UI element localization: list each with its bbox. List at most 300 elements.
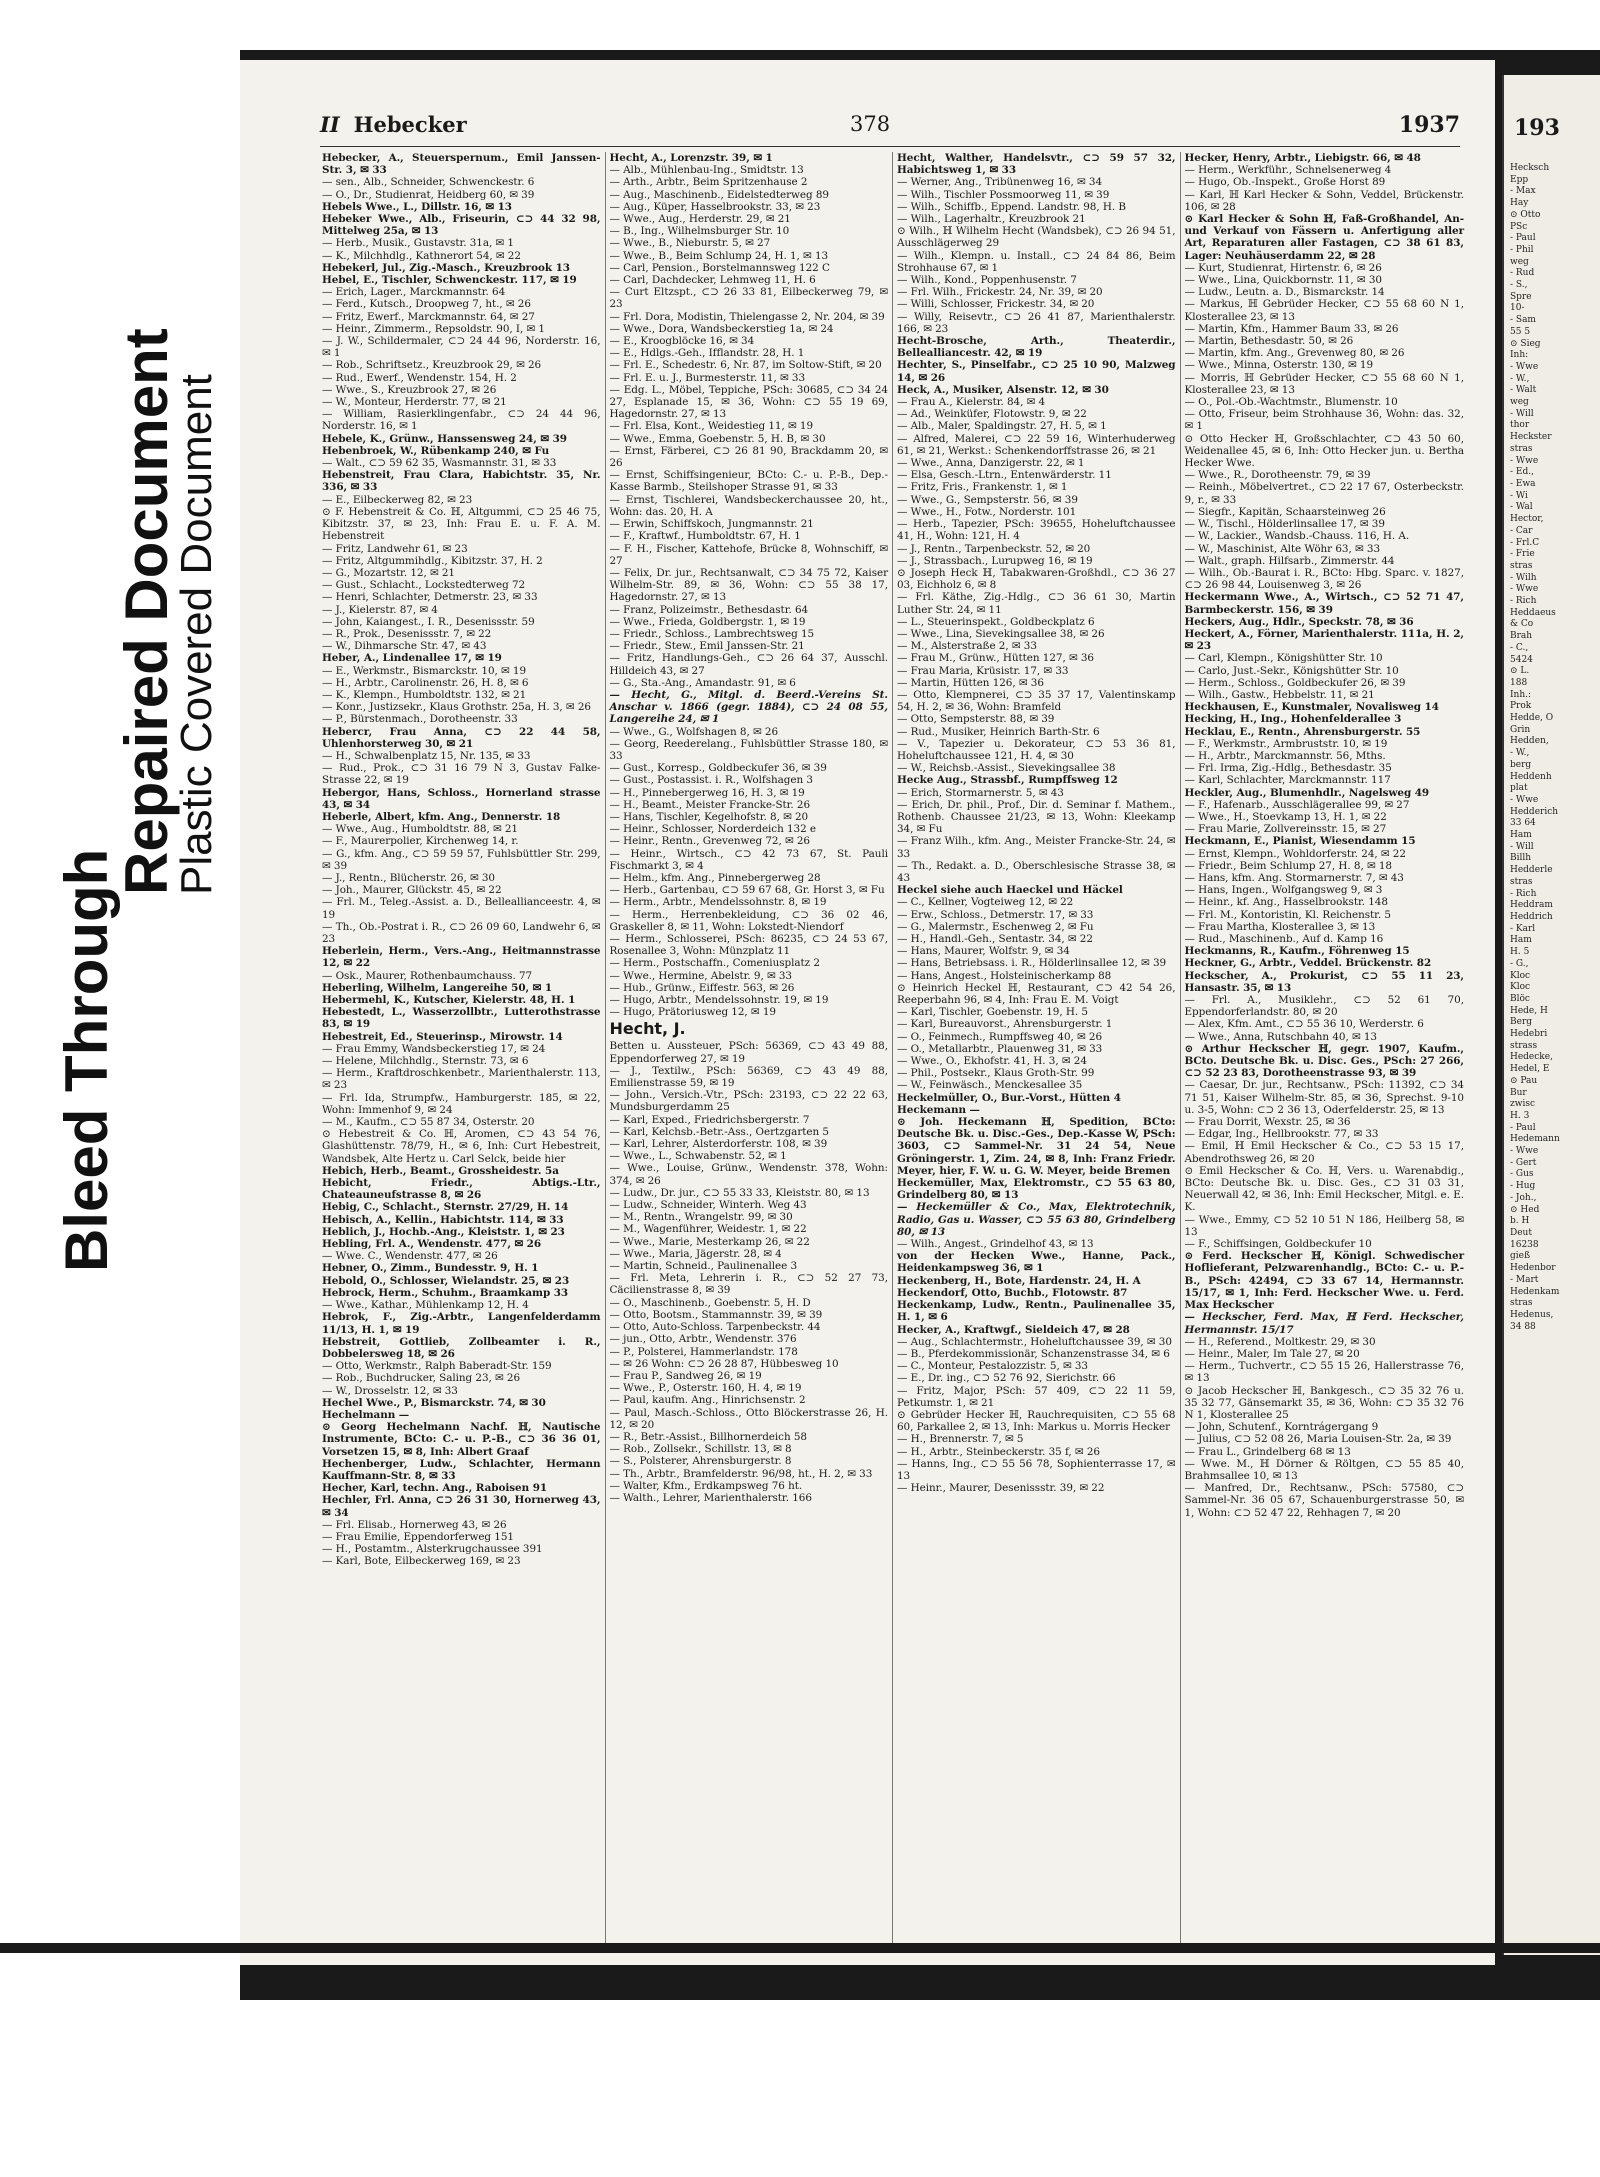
directory-entry: — H., Brennerstr. 7, ✉ 5	[897, 1433, 1024, 1446]
directory-entry: — Karl, Bureauvorst., Ahrensburgerstr. 1	[897, 1018, 1113, 1031]
directory-entry: — Hans, Tischler, Kegelhofstr. 8, ✉ 20	[609, 810, 809, 823]
directory-entry: — M., Wagenführer, Weidestr. 1, ✉ 22	[609, 1223, 807, 1236]
directory-entry: — Wwe., Lina, Quickbornstr. 11, ✉ 30	[1184, 274, 1382, 287]
directory-entry: — H., Pinnebergerweg 16, H. 3, ✉ 19	[609, 786, 805, 799]
directory-entry: Heckemüller, Max, Elektromstr., ⊂⊃ 55 63 80, Grindelberg 80, ✉ 13	[897, 1177, 1176, 1202]
directory-entry: Hebel, E., Tischler, Schwenckestr. 117, ✉ 19	[322, 274, 577, 287]
directory-columns	[318, 152, 1468, 1952]
label-plastic-covered-document: Plastic Covered Document	[172, 374, 221, 895]
directory-entry: — Gust., Korresp., Goldbeckufer 36, ✉ 39	[609, 762, 827, 775]
directory-entry: — H., Arbtr., Carolinenstr. 26, H. 8, ✉ 6	[322, 676, 529, 689]
directory-entry: — Aug., Schlachtermstr., Hoheluftchaussee 39, ✉ 30	[897, 1335, 1172, 1348]
facing-page-line: b. H	[1510, 1216, 1530, 1227]
scanned-document	[240, 50, 1600, 2000]
directory-entry: — Herm., Kraftdroschkenbetr., Marienthalerstr. 113, ✉ 23	[322, 1067, 601, 1092]
directory-entry: — Herb., Tapezier, PSch: 39655, Hoheluftchaussee 41, H., Wohn: 121, H. 4	[897, 518, 1176, 543]
directory-entry: Heber, A., Lindenallee 17, ✉ 19	[322, 652, 502, 665]
facing-page-line: - Ewa	[1510, 478, 1536, 489]
facing-page-line: thor	[1510, 420, 1530, 431]
directory-entry: — V., Tapezier u. Dekorateur, ⊂⊃ 53 36 81, Hoheluftchaussee 121, H. 4, ✉ 30	[897, 737, 1176, 762]
directory-entry: — H., Arbtr., Marckmannstr. 56, Mths.	[1184, 749, 1386, 762]
facing-page-line: Hedden,	[1510, 736, 1549, 747]
directory-entry: — Fritz, Fris., Frankenstr. 1, ✉ 1	[897, 481, 1068, 494]
directory-entry: Hecht-Brosche, Arth., Theaterdir., Bellealliancestr. 42, ✉ 19	[897, 335, 1176, 360]
directory-entry: — Wwe., R., Dorotheenstr. 79, ✉ 39	[1184, 469, 1371, 482]
directory-entry: — Heinr., Schlosser, Norderdeich 132 e	[609, 823, 817, 836]
directory-entry: — J., Kielerstr. 87, ✉ 4	[322, 603, 438, 616]
directory-entry: — Hugo, Ob.-Inspekt., Große Horst 89	[1184, 176, 1386, 189]
directory-entry: — Frl. Elisab., Hornerweg 43, ✉ 26	[322, 1518, 507, 1531]
facing-page-line: stras	[1510, 876, 1533, 887]
directory-entry: — H., Schwalbenplatz 15, Nr. 135, ✉ 33	[322, 749, 531, 762]
directory-entry: ⊙ Gebrüder Hecker ℍ, Rauchrequisiten, ⊂⊃ 55 68 60, Parkallee 2, ✉ 13, Inh: Markus u. Morris Hecker	[897, 1408, 1176, 1434]
directory-entry: — Herm., Postschaffn., Comeniusplatz 2	[609, 957, 820, 970]
directory-entry: Heberling, Wilhelm, Langereihe 50, ✉ 1	[322, 981, 553, 994]
directory-entry: Hebicht, Friedr., Abtigs.-Ltr., Chateauneufstrasse 8, ✉ 26	[322, 1177, 601, 1202]
directory-entry: — Martin, Hütten 126, ✉ 36	[897, 676, 1044, 689]
facing-page-line: Hector,	[1510, 514, 1544, 525]
directory-entry: — Rud., Musiker, Heinrich Barth-Str. 6	[897, 725, 1100, 738]
directory-entry: Hebestedt, L., Wasserzollbtr., Lutterothstrasse 83, ✉ 19	[322, 1006, 601, 1031]
directory-entry: ⊙ Heinrich Heckel ℍ, Restaurant, ⊂⊃ 42 54 26, Reeperbahn 96, ✉ 4, Inh: Frau E. M. Voigt	[897, 981, 1176, 1007]
directory-entry: — E., Hdlgs.-Geh., Ifflandstr. 28, H. 1	[609, 347, 805, 360]
directory-entry: Hebecker, A., Steuerspernum., Emil Janssen-Str. 3, ✉ 33	[322, 152, 601, 177]
directory-entry: Hecht, A., Lorenzstr. 39, ✉ 1	[609, 152, 773, 164]
facing-page-line: - Phil	[1510, 244, 1534, 255]
directory-entry: ⊙ Karl Hecker & Sohn ℍ, Faß-Großhandel, An- und Verkauf von Fässern u. Anfertigung aller Art, Reparaturen aller Fastagen, ⊂⊃ 38 61 83, Lager: Neuhäuserdamm 22, ✉ 28	[1184, 213, 1464, 262]
facing-page-line: weg	[1510, 397, 1529, 408]
facing-page-line: plat	[1510, 783, 1528, 794]
directory-entry: Hebisch, A., Kellin., Habichtstr. 114, ✉ 33	[322, 1213, 564, 1226]
facing-page-line: - Wi	[1510, 490, 1528, 501]
directory-entry: Hecht, Walther, Handelsvtr., ⊂⊃ 59 57 32, Habichtsweg 1, ✉ 33	[897, 152, 1176, 177]
directory-entry: Hebermehl, K., Kutscher, Kielerstr. 48, H. 1	[322, 994, 576, 1007]
directory-entry: — Th., Redakt. a. D., Oberschlesische Strasse 38, ✉ 43	[897, 859, 1176, 884]
page-number: 378	[850, 112, 891, 136]
facing-page-line: 5424	[1510, 654, 1533, 665]
directory-entry: — C., Monteur, Pestalozzistr. 5, ✉ 33	[897, 1360, 1088, 1373]
directory-entry: — Martin, Schneid., Paulinenallee 3	[609, 1260, 798, 1273]
directory-entry: — K., Klempn., Humboldtstr. 132, ✉ 21	[322, 688, 527, 701]
directory-entry: Heckner, G., Arbtr., Veddel. Brückenstr. 82	[1184, 957, 1432, 970]
facing-page-line: ⊙ Pau	[1510, 1075, 1538, 1086]
directory-entry: — F. H., Fischer, Kattehofe, Brücke 8, Wohnschiff, ✉ 27	[609, 542, 888, 567]
directory-entry: — Edg. L., Möbel, Teppiche, PSch: 30685, ⊂⊃ 34 24 27, Esplanade 15, ✉ 36, Wohn: ⊂⊃ 55 19 69, Hagedornstr. 27, ✉ 13	[609, 383, 888, 421]
facing-page-line: - Wal	[1510, 502, 1533, 513]
directory-entry: — Wwe., Minna, Osterstr. 130, ✉ 19	[1184, 359, 1374, 372]
label-bleed-through: Bleed Through	[53, 848, 120, 1272]
directory-entry: — B., Pferdekommissionär, Schanzenstrasse 34, ✉ 6	[897, 1347, 1170, 1360]
directory-entry: Heblich, J., Hochb.-Ang., Kleiststr. 1, ✉ 23	[322, 1225, 565, 1238]
facing-page-line: stras	[1510, 443, 1533, 454]
directory-entry: — Hans, Betriebsass. i. R., Hölderlinsallee 12, ✉ 39	[897, 957, 1167, 970]
directory-entry: — Frau Marie, Zollvereinsstr. 15, ✉ 27	[1184, 823, 1387, 836]
directory-entry: — jun., Otto, Arbtr., Wendenstr. 376	[609, 1333, 797, 1346]
directory-entry: — Gust., Postassist. i. R., Wolfshagen 3	[609, 774, 813, 787]
facing-page-line: - G.,	[1510, 958, 1529, 969]
facing-page-line: - Frie	[1510, 549, 1535, 560]
directory-entry: Hebrok, F., Zig.-Arbtr., Langenfelderdamm 11/13, H. 1, ✉ 19	[322, 1311, 601, 1336]
directory-entry: — Ludw., Dr. jur., ⊂⊃ 55 33 33, Kleiststr. 80, ✉ 13	[609, 1186, 870, 1199]
directory-entry: — Martin, Kfm., Hammer Baum 33, ✉ 26	[1184, 322, 1399, 335]
directory-entry: Hecking, H., Ing., Hohenfelderallee 3	[1184, 713, 1402, 726]
facing-page-line: Hay	[1510, 198, 1529, 209]
directory-entry: — Elsa, Gesch.-Ltrn., Entenwärderstr. 11	[897, 469, 1112, 482]
header-keyword: Hebecker	[353, 112, 467, 137]
directory-entry: — J., Rentn., Blücherstr. 26, ✉ 30	[322, 871, 495, 884]
directory-entry: — Otto, Sempsterstr. 88, ✉ 39	[897, 713, 1055, 726]
facing-page-line: Hedderich	[1510, 806, 1559, 817]
facing-page-line: - Joh.,	[1510, 1192, 1537, 1203]
facing-page-line: Blöc	[1510, 993, 1530, 1004]
directory-entry: — Ernst, Färberei, ⊂⊃ 26 81 90, Brackdamm 20, ✉ 26	[609, 444, 888, 470]
directory-entry: — Joh., Maurer, Glückstr. 45, ✉ 22	[322, 884, 502, 897]
directory-entry: — Frau Martha, Klosterallee 3, ✉ 13	[1184, 920, 1376, 933]
facing-page-line: Kloc	[1510, 982, 1531, 993]
directory-entry: — O., Feinmech., Rumpffsweg 40, ✉ 26	[897, 1030, 1103, 1043]
directory-entry: — John, Kaiangest., I. R., Desenissstr. 59	[322, 615, 535, 628]
directory-entry: — Wwe. C., Wendenstr. 477, ✉ 26	[322, 1250, 498, 1263]
directory-entry: — Wwe., P., Osterstr. 160, H. 4, ✉ 19	[609, 1382, 802, 1395]
directory-entry: Heckmann, E., Pianist, Wiesendamm 15	[1184, 835, 1416, 848]
directory-entry: — Wwe., Aug., Humboldtstr. 88, ✉ 21	[322, 823, 518, 836]
facing-page-line: & Co	[1510, 619, 1534, 630]
directory-entry: — F., Schiffsingen, Goldbeckufer 10	[1184, 1238, 1372, 1251]
directory-entry: — O., Dr., Studienrat, Heidberg 60, ✉ 39	[322, 188, 535, 201]
directory-entry: Hecke Aug., Strassbf., Rumpffsweg 12	[897, 774, 1118, 787]
facing-page-line: - Wilh	[1510, 572, 1537, 583]
directory-entry: — Alex, Kfm. Amt., ⊂⊃ 55 36 10, Werderstr. 6	[1184, 1018, 1424, 1031]
directory-entry: — J., Strassbach., Lurupweg 16, ✉ 19	[897, 554, 1093, 567]
facing-page-line: Prok	[1510, 701, 1532, 712]
directory-entry: — Heinr., Rentn., Grevenweg 72, ✉ 26	[609, 835, 810, 848]
scan-bottom-edge	[0, 1943, 1600, 1953]
directory-entry: — L., Steuerinspekt., Goldbeckplatz 6	[897, 615, 1095, 628]
directory-entry: — Ferd., Kutsch., Droopweg 7, ht., ✉ 26	[322, 298, 531, 311]
directory-entry: — Hub., Grünw., Eiffestr. 563, ✉ 26	[609, 981, 795, 994]
directory-entry: — Willi, Schlosser, Frickestr. 34, ✉ 20	[897, 298, 1095, 311]
facing-page-line: Hedecke,	[1510, 1052, 1553, 1063]
directory-entry: — Hans, kfm. Ang. Stormarnerstr. 7, ✉ 43	[1184, 871, 1404, 884]
directory-entry: — Frl. Ida, Strumpfw., Hamburgerstr. 185, ✉ 22, Wohn: Immenhof 9, ✉ 24	[322, 1091, 601, 1116]
directory-entry: Hechter, S., Pinselfabr., ⊂⊃ 25 10 90, Malzweg 14, ✉ 26	[897, 359, 1176, 384]
directory-entry: — Paul, kaufm. Ang., Hinrichsenstr. 2	[609, 1394, 806, 1407]
directory-entry: — Helene, Milchhdlg., Sternstr. 73, ✉ 6	[322, 1055, 529, 1068]
directory-entry: — Morris, ℍ Gebrüder Hecker, ⊂⊃ 55 68 60 N 1, Klosterallee 23, ✉ 13	[1184, 371, 1464, 396]
directory-entry: — Wwe., H., Stoevkamp 13, H. 1, ✉ 22	[1184, 810, 1387, 823]
directory-entry: — Otto, Auto-Schloss. Tarpenbeckstr. 44	[609, 1321, 821, 1334]
directory-entry: — Alfred, Malerei, ⊂⊃ 22 59 16, Winterhuderweg 61, ✉ 21, Werkst.: Schenkendorffstrasse 26, ✉ 21	[897, 432, 1176, 457]
facing-page-line: 55 5	[1510, 326, 1531, 337]
directory-entry: — Hans, Maurer, Wolfstr. 9, ✉ 34	[897, 945, 1070, 958]
directory-entry: ⊙ Joh. Heckemann ℍ, Spedition, BCto: Deutsche Bk. u. Disc.-Ges., Dep.-Kasse W, PSch: 3603, ⊂⊃ Sammel-Nr. 31 24 54, Neue Gröningerstr. 1, Zim. 24, ✉ 8, Inh: Franz Friedr. Meyer, hier, F. W. u. G. W. Meyer, beide Bremen	[897, 1116, 1176, 1177]
facing-page-line: H. 5	[1510, 947, 1530, 958]
directory-entry: Hebenstreit, Frau Clara, Habichtstr. 35, Nr. 336, ✉ 33	[322, 469, 601, 494]
page-year: 1937	[1398, 112, 1460, 138]
facing-page-line: ⊙ Otto	[1510, 209, 1541, 220]
directory-entry: Hebercr, Frau Anna, ⊂⊃ 22 44 58, Uhlenhorsterweg 30, ✉ 21	[322, 725, 601, 750]
facing-page-line: Hedderle	[1510, 865, 1553, 876]
directory-entry: — Wilh., Klempn. u. Install., ⊂⊃ 24 84 86, Beim Strohhause 67, ✉ 1	[897, 249, 1176, 274]
facing-page-line: Ham	[1510, 935, 1532, 946]
directory-entry: — Hecht, G., Mitgl. d. Beerd.-Vereins St. Anschar v. 1866 (gegr. 1884), ⊂⊃ 24 08 55, Langereihe 24, ✉ 1	[609, 688, 888, 726]
directory-entry: — E., Werkmstr., Bismarckstr. 10, ✉ 19	[322, 664, 527, 677]
directory-entry: Betten u. Aussteuer, PSch: 56369, ⊂⊃ 43 49 88, Eppendorferweg 27, ✉ 19	[609, 1040, 888, 1065]
directory-entry: — Heinr., Maler, Im Tale 27, ✉ 20	[1184, 1347, 1360, 1360]
directory-entry: — Wilh., Kond., Poppenhusenstr. 7	[897, 274, 1077, 287]
facing-page-line: - Walt	[1510, 385, 1537, 396]
directory-entry: Hebstreit, Gottlieb, Zollbeamter i. R., Dobbelersweg 18, ✉ 26	[322, 1335, 601, 1360]
directory-entry: — Rob., Buchdrucker, Saling 23, ✉ 26	[322, 1372, 521, 1385]
directory-entry: — Th., Ob.-Postrat i. R., ⊂⊃ 26 09 60, Landwehr 6, ✉ 23	[322, 920, 601, 945]
directory-entry: — Frl. E., Schedestr. 6, Nr. 87, im Soltow-Stift, ✉ 20	[609, 359, 882, 372]
directory-entry: — Wilh., Lagerhaltr., Kreuzbrook 21	[897, 213, 1086, 226]
directory-entry: — Wwe., Louise, Grünw., Wendenstr. 378, Wohn: 374, ✉ 26	[609, 1162, 888, 1187]
directory-entry: — C., Kellner, Vogteiweg 12, ✉ 22	[897, 896, 1074, 909]
directory-entry: — Otto, Werkmstr., Ralph Baberadt-Str. 159	[322, 1360, 552, 1373]
directory-entry: — Konr., Justizsekr., Klaus Grothstr. 25a, H. 3, ✉ 26	[322, 701, 591, 714]
directory-entry: — Caesar, Dr. jur., Rechtsanw., PSch: 11392, ⊂⊃ 34 71 51, Kaiser Wilhelm-Str. 85, ✉ 36, Sprechst. 9-10 u. 3-5, Wohn: ⊂⊃ 2 36 13, Oderfelderstr. 25, ✉ 13	[1184, 1079, 1464, 1116]
facing-page-line: Hedebri	[1510, 1029, 1548, 1040]
directory-entry: — Karl, Bote, Eilbeckerweg 169, ✉ 23	[322, 1555, 521, 1568]
directory-entry: — G., kfm. Ang., ⊂⊃ 59 59 57, Fuhlsbüttler Str. 299, ✉ 39	[322, 847, 601, 872]
facing-page-line: stras	[1510, 560, 1533, 571]
directory-entry: — Wilh., Gastw., Hebbelstr. 11, ✉ 21	[1184, 688, 1375, 701]
directory-entry: — Wwe., Anna, Rutschbahn 40, ✉ 13	[1184, 1030, 1377, 1043]
directory-entry: — Karl, Tischler, Goebenstr. 19, H. 5	[897, 1006, 1088, 1019]
directory-entry: Hebeker Wwe., Alb., Friseurin, ⊂⊃ 44 32 98, Mittelweg 25a, ✉ 13	[322, 213, 601, 238]
directory-entry: — Frl. Meta, Lehrerin i. R., ⊂⊃ 52 27 73, Cäcilienstrasse 8, ✉ 39	[609, 1272, 888, 1297]
directory-entry: Heck, A., Musiker, Alsenstr. 12, ✉ 30	[897, 383, 1109, 396]
directory-entry: — Herb., Musik., Gustavstr. 31a, ✉ 1	[322, 237, 514, 250]
directory-entry: — Wwe., Aug., Herderstr. 29, ✉ 21	[609, 213, 791, 226]
facing-page-line: - Paul	[1510, 233, 1536, 244]
directory-entry: — Wwe., B., Nieburstr. 5, ✉ 27	[609, 237, 771, 250]
directory-entry: — Friedr., Beim Schlump 27, H. 8, ✉ 18	[1184, 859, 1392, 872]
directory-entry: — Manfred, Dr., Rechtsanw., PSch: 57580, ⊂⊃ Sammel-Nr. 36 05 67, Schauenburgerstrasse 50, ✉ 1, Wohn: ⊂⊃ 52 47 22, Rehhagen 7, ✉ 20	[1184, 1482, 1464, 1519]
facing-page-line: - C.,	[1510, 642, 1529, 653]
directory-entry: — Friedr., Schloss., Lambrechtsweg 15	[609, 627, 815, 640]
facing-page-line: - Mart	[1510, 1274, 1539, 1285]
directory-entry: — G., Sta.-Ang., Amandastr. 91, ✉ 6	[609, 676, 796, 689]
directory-entry: — Carlo, Just.-Sekr., Königshütter Str. 10	[1184, 664, 1399, 677]
directory-entry: Hechelmann —	[322, 1408, 410, 1421]
directory-entry: — Wilh., Tischler Possmoorweg 11, ✉ 39	[897, 188, 1110, 201]
directory-entry: Heckemann —	[897, 1103, 980, 1116]
directory-entry: — Otto, Bootsm., Stammannstr. 39, ✉ 39	[609, 1308, 823, 1321]
column-4	[1181, 152, 1469, 1952]
directory-entry: — ✉ 26 Wohn: ⊂⊃ 26 28 87, Hübbesweg 10	[609, 1357, 839, 1370]
facing-page-line: ⊙ Hed	[1510, 1204, 1540, 1215]
directory-entry: — E., Eilbeckerweg 82, ✉ 23	[322, 493, 473, 506]
directory-entry: Hebestreit, Ed., Steuerinsp., Mirowstr. 14	[322, 1030, 563, 1043]
directory-entry: Hecht, J.	[609, 1019, 686, 1039]
column-2	[606, 152, 894, 1952]
directory-entry: — Hans, Angest., Holsteinischerkamp 88	[897, 969, 1112, 982]
directory-entry: — Heinr., Maurer, Desenissstr. 39, ✉ 22	[897, 1482, 1105, 1495]
facing-page-line: - Gert	[1510, 1157, 1537, 1168]
directory-entry: ⊙ Jacob Heckscher ℍ, Bankgesch., ⊂⊃ 35 32 76 u. 35 32 77, Gänsemarkt 35, ✉ 36, Wohn: ⊂⊃ 35 32 76 N 1, Klosterallee 25	[1184, 1384, 1464, 1421]
directory-entry: — Alb., Mühlenbau-Ing., Smidtstr. 13	[609, 164, 804, 177]
facing-page-line: Inh.:	[1510, 689, 1532, 700]
directory-entry: — Erich, Stormarnerstr. 5, ✉ 43	[897, 786, 1064, 799]
directory-entry: ⊙ Emil Heckscher & Co. ℍ, Vers. u. Warenabdig., BCto: Deutsche Bk. u. Disc. Ges., ⊂⊃ 31 03 31, Neuerwall 42, ✉ 36, Inh: Emil Heckscher, Mitgl. e. E. K.	[1184, 1164, 1464, 1214]
directory-entry: ⊙ Otto Hecker ℍ, Großschlachter, ⊂⊃ 43 50 60, Weidenallee 45, ✉ 6, Inh: Otto Hecker jun. u. Bertha Hecker Wwe.	[1184, 432, 1464, 470]
directory-entry: — Frl. Wilh., Frickestr. 24, Nr. 39, ✉ 20	[897, 286, 1103, 299]
directory-entry: — Franz, Polizeimstr., Bethesdastr. 64	[609, 603, 809, 616]
directory-entry: Hechler, Frl. Anna, ⊂⊃ 26 31 30, Hornerweg 43, ✉ 34	[322, 1494, 601, 1519]
directory-entry: — Werner, Ang., Tribünenweg 16, ✉ 34	[897, 176, 1103, 189]
directory-entry: — Frl. M., Kontoristin, Kl. Reichenstr. 5	[1184, 908, 1391, 921]
directory-entry: — Fritz, Ewerf., Marckmannstr. 64, ✉ 27	[322, 310, 535, 323]
directory-entry: — P., Bürstenmach., Dorotheenstr. 33	[322, 713, 518, 726]
directory-entry: — John., Versich.-Vtr., PSch: 23193, ⊂⊃ 22 22 63, Mundsburgerdamm 25	[609, 1089, 888, 1114]
directory-entry: — J. W., Schildermaler, ⊂⊃ 24 44 96, Norderstr. 16, ✉ 1	[322, 335, 601, 360]
directory-entry: — Wwe., L., Schwabenstr. 52, ✉ 1	[609, 1150, 787, 1163]
directory-entry: — Frau Emmy, Wandsbeckerstieg 17, ✉ 24	[322, 1042, 546, 1055]
facing-page-line: berg	[1510, 759, 1532, 770]
directory-entry: — H., Handl.-Geh., Sentastr. 34, ✉ 22	[897, 933, 1093, 945]
directory-entry: — Wilh., Ob.-Baurat i. R., BCto: Hbg. Sparc. v. 1827, ⊂⊃ 26 98 44, Louisenweg 3, ✉ 26	[1184, 566, 1464, 592]
directory-entry: — Herm., Herrenbekleidung, ⊂⊃ 36 02 46, Graskeller 8, ✉ 11, Wohn: Lokstedt-Niendorf	[609, 908, 888, 933]
facing-page-line: gieß	[1510, 1251, 1530, 1262]
facing-page-line: - Car	[1510, 525, 1533, 536]
facing-page-line: PSc	[1510, 221, 1528, 232]
directory-entry: — E., Kroogblöcke 16, ✉ 34	[609, 335, 755, 348]
directory-entry: ⊙ Hebestreit & Co. ℍ, Aromen, ⊂⊃ 43 54 76, Glashüttenstr. 78/79, H., ✉ 6, Inh: Curt Hebestreit, Wandsbek, Alte Hertz u. Carl Selck, beide hier	[322, 1128, 601, 1165]
directory-entry: Heberle, Albert, kfm. Ang., Dennerstr. 18	[322, 810, 561, 823]
directory-entry: — Aug., Maschinenb., Eidelstedterweg 89	[609, 188, 829, 201]
directory-entry: — J., Textilw., PSch: 56369, ⊂⊃ 43 49 88, Emilienstrasse 59, ✉ 19	[609, 1064, 888, 1090]
directory-entry: — Arth., Arbtr., Beim Spritzenhause 2	[609, 176, 808, 189]
directory-entry: — K., Milchhdlg., Kathnerort 54, ✉ 22	[322, 249, 521, 262]
facing-page-line: ⊙ Sieg	[1510, 338, 1541, 349]
facing-page-line: Heddaeus	[1510, 607, 1556, 618]
directory-entry: — Willy, Reisevtr., ⊂⊃ 26 41 87, Marienthalerstr. 166, ✉ 23	[897, 310, 1176, 335]
directory-entry: — M., Rentn., Wrangelstr. 99, ✉ 30	[609, 1211, 793, 1224]
directory-entry: — W., Feinwäsch., Menckesallee 35	[897, 1079, 1083, 1092]
facing-page-line: - Wwe	[1510, 455, 1539, 466]
directory-entry: — F., Kraftwf., Humboldtstr. 67, H. 1	[609, 530, 801, 543]
directory-entry: — Frl. Käthe, Zig.-Hdlg., ⊂⊃ 36 61 30, Martin Luther Str. 24, ✉ 11	[897, 591, 1176, 616]
directory-entry: — Franz Wilh., kfm. Ang., Meister Francke-Str. 24, ✉ 33	[897, 835, 1176, 860]
directory-entry: Heckenberg, H., Bote, Hardenstr. 24, H. A	[897, 1274, 1141, 1287]
facing-page-line: 16238	[1510, 1239, 1539, 1250]
directory-entry: — Carl, Klempn., Königshütter Str. 10	[1184, 652, 1383, 665]
directory-entry: — Frl. Irma, Zig.-Hdlg., Bethesdastr. 35	[1184, 762, 1392, 775]
directory-entry: — Karl, Kelchsb.-Betr.-Ass., Oertzgarten 5	[609, 1125, 829, 1138]
facing-page-line: - Wwe	[1510, 584, 1539, 595]
facing-page-line: strass	[1510, 1040, 1538, 1051]
directory-entry: — Georg, Reederelang., Fuhlsbüttler Strasse 180, ✉ 33	[609, 737, 888, 762]
directory-entry: — F., Maurerpolier, Kirchenweg 14, r.	[322, 835, 519, 848]
directory-entry: ⊙ Georg Hechelmann Nachf. ℍ, Nautische Instrumente, BCto: C.- u. P.-B., ⊂⊃ 36 36 01, Vorsetzen 15, ✉ 8, Inh: Albert Graaf	[322, 1421, 601, 1458]
facing-page-line: - Hug	[1510, 1181, 1536, 1192]
facing-page-line: Heddenh	[1510, 771, 1552, 782]
facing-page-line: - Max	[1510, 186, 1536, 197]
directory-entry: — Erw., Schloss., Detmerstr. 17, ✉ 33	[897, 908, 1094, 921]
page-header	[320, 112, 1460, 147]
directory-entry: — F., Werkmstr., Armbruststr. 10, ✉ 19	[1184, 737, 1388, 750]
facing-page-line: - Wwe	[1510, 1146, 1539, 1157]
directory-entry: Hebels Wwe., L., Dillstr. 16, ✉ 13	[322, 200, 512, 213]
facing-page-line: - Paul	[1510, 1122, 1536, 1133]
facing-page-year: 193	[1514, 115, 1560, 141]
directory-entry: — W., Lackier., Wandsb.-Chauss. 116, H. A.	[1184, 530, 1410, 543]
directory-entry: — William, Rasierklingenfabr., ⊂⊃ 24 44 96, Norderstr. 16, ✉ 1	[322, 408, 601, 433]
directory-entry: Heckler, Aug., Blumenhdlr., Nagelsweg 49	[1184, 786, 1430, 799]
directory-entry: — Karl, Exped., Friedrichsbergerstr. 7	[609, 1113, 810, 1126]
directory-entry: — Hans, Ingen., Wolfgangsweg 9, ✉ 3	[1184, 884, 1383, 897]
facing-page-line: Hedde, O	[1510, 713, 1554, 724]
directory-entry: — W., Tischl., Hölderlinsallee 17, ✉ 39	[1184, 518, 1385, 531]
facing-page-line: Hede, H	[1510, 1005, 1548, 1016]
directory-entry: ⊙ Arthur Heckscher ℍ, gegr. 1907, Kaufm., BCto. Deutsche Bk. u. Disc. Ges., PSch: 27 266, ⊂⊃ 52 23 83, Dorotheenstrasse 93, ✉ 39	[1184, 1042, 1464, 1080]
directory-entry: — Martin, kfm. Ang., Grevenweg 80, ✉ 26	[1184, 347, 1405, 360]
directory-entry: ⊙ Ferd. Heckscher ℍ, Königl. Schwedischer Hoflieferant, Pelzwarenhandlg., BCto: C.- u. P.-B., PSch: 42494, ⊂⊃ 33 67 14, Hermannstr. 15/17, ✉ 1, Inh: Ferd. Heckscher Wwe. u. Ferd. Max Heckscher	[1184, 1250, 1464, 1312]
directory-entry: — Rob., Schriftsetz., Kreuzbrook 29, ✉ 26	[322, 359, 542, 372]
directory-entry: — Heinr., Wirtsch., ⊂⊃ 42 73 67, St. Pauli Fischmarkt 3, ✉ 4	[609, 847, 888, 872]
directory-entry: — Ad., Weinküfer, Flotowstr. 9, ✉ 22	[897, 408, 1087, 421]
facing-page-line: Hedemann	[1510, 1134, 1560, 1145]
facing-page-line: - W.,	[1510, 748, 1530, 759]
directory-entry: — F., Hafenarb., Ausschlägerallee 99, ✉ 27	[1184, 798, 1410, 811]
directory-entry: Heckenkamp, Ludw., Rentn., Paulinenallee 35, H. 1, ✉ 6	[897, 1299, 1176, 1324]
directory-entry: ⊙ Joseph Heck ℍ, Tabakwaren-Großhdl., ⊂⊃ 36 27 03, Eichholz 6, ✉ 8	[897, 566, 1176, 592]
directory-entry: — P., Polsterei, Hammerlandstr. 178	[609, 1345, 798, 1358]
section-number: II	[320, 112, 340, 137]
directory-entry: — Ernst, Tischlerei, Wandsbeckerchaussee 20, ht., Wohn: das. 20, H. A	[609, 493, 888, 518]
directory-entry: — Heinr., kf. Ang., Hasselbrookstr. 148	[1184, 896, 1388, 909]
directory-entry: — Helm., kfm. Ang., Pinnebergerweg 28	[609, 871, 821, 884]
facing-page-line: Kloc	[1510, 970, 1531, 981]
directory-entry: — Julius, ⊂⊃ 52 08 26, Maria Louisen-Str. 2a, ✉ 39	[1184, 1433, 1452, 1446]
directory-entry: — O., Maschinenb., Goebenstr. 5, H. D	[609, 1296, 811, 1309]
directory-entry: Heckmanns, R., Kaufm., Föhrenweg 15	[1184, 945, 1410, 958]
facing-page-line: 188	[1510, 677, 1528, 688]
directory-entry: — Ernst, Klempn., Wohldorferstr. 24, ✉ 22	[1184, 847, 1406, 860]
directory-entry: — Wwe., Emmy, ⊂⊃ 52 10 51 N 186, Heilberg 58, ✉ 13	[1184, 1213, 1464, 1238]
directory-entry: — Erwin, Schiffskoch, Jungmannstr. 21	[609, 518, 814, 531]
directory-entry: — Walth., Lehrer, Marienthalerstr. 166	[609, 1491, 812, 1504]
directory-entry: Hecker, Henry, Arbtr., Liebigstr. 66, ✉ 48	[1184, 152, 1421, 164]
facing-page-line: - Wwe	[1510, 361, 1539, 372]
directory-entry: — Reinh., Möbelvertret., ⊂⊃ 22 17 67, Osterbeckstr. 9, r., ✉ 33	[1184, 481, 1464, 506]
directory-entry: — Curt Eltzspt., ⊂⊃ 26 33 81, Eilbeckerweg 79, ✉ 23	[609, 286, 888, 311]
directory-entry: — Frl. Elsa, Kont., Weidestieg 11, ✉ 19	[609, 420, 814, 433]
directory-entry: Heberlein, Herm., Vers.-Ang., Heitmannstrasse 12, ✉ 22	[322, 945, 601, 970]
directory-entry: — Walter, Kfm., Erdkampsweg 76 ht.	[609, 1479, 803, 1492]
directory-entry: — Henri, Schlachter, Detmerstr. 23, ✉ 33	[322, 591, 538, 604]
directory-entry: — Wwe., Anna, Danzigerstr. 22, ✉ 1	[897, 457, 1085, 470]
facing-page-line: Brah	[1510, 631, 1533, 642]
directory-entry: — Rob., Zollsekr., Schillstr. 13, ✉ 8	[609, 1443, 792, 1456]
facing-page-line: Heddrich	[1510, 912, 1553, 922]
directory-entry: — Wwe., Hermine, Abelstr. 9, ✉ 33	[609, 969, 792, 982]
directory-entry: Hebrock, Herm., Schuhm., Braamkamp 33	[322, 1286, 569, 1299]
facing-page-line: weg	[1510, 256, 1529, 267]
facing-page-line: - Rud	[1510, 268, 1535, 279]
directory-entry: — Frau Maria, Krüsistr. 17, ✉ 33	[897, 664, 1069, 677]
directory-entry: — Kurt, Studienrat, Hirtenstr. 6, ✉ 26	[1184, 261, 1382, 274]
facing-page-line: 34 88	[1510, 1321, 1536, 1332]
directory-entry: — Herm., Schloss., Goldbeckufer 26, ✉ 39	[1184, 676, 1406, 689]
directory-entry: — Wilh., Schiffb., Eppend. Landstr. 98, H. B	[897, 200, 1126, 213]
directory-entry: Heckscher, A., Prokurist, ⊂⊃ 55 11 23, Hansastr. 35, ✉ 13	[1184, 969, 1464, 994]
directory-entry: ⊙ F. Hebenstreit & Co. ℍ, Altgummi, ⊂⊃ 25 46 75, Kibitzstr. 37, ✉ 23, Inh: Frau E. u. F. A. M. Hebenstreit	[322, 505, 601, 543]
directory-entry: — Frl. A., Musiklehr., ⊂⊃ 52 61 70, Eppendorferlandstr. 80, ✉ 20	[1184, 994, 1464, 1019]
directory-entry: — Herm., Werkführ., Schnelsenerweg 4	[1184, 164, 1392, 177]
